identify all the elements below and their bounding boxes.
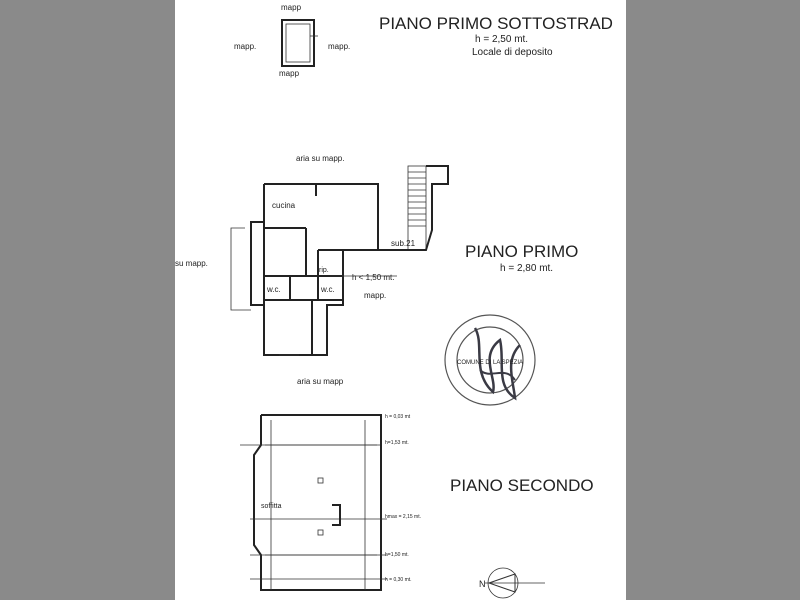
mapp-label: mapp. (364, 291, 387, 300)
floor-plan-drawing (175, 0, 626, 600)
height-note-3: hmax = 2,15 mt. (385, 514, 421, 520)
storage-room-inner (286, 24, 310, 62)
storage-room-walls (282, 20, 314, 66)
wc-right-label: w.c. (321, 285, 335, 294)
sub-basement-label-bottom: mapp (279, 69, 300, 78)
north-arrow-icon (485, 568, 545, 598)
pillar (318, 530, 323, 535)
first-floor-plan (231, 166, 448, 355)
first-floor-height: h = 2,80 mt. (500, 263, 554, 274)
second-floor-title: PIANO SECONDO (450, 476, 594, 495)
wc-left-label: w.c. (267, 285, 281, 294)
stamp-text: COMUNE DI LA SPEZIA (457, 360, 524, 366)
sub-basement-use: Locale di deposito (472, 47, 553, 58)
height-note-5: h = 0,30 mt. (385, 577, 412, 583)
sub-basement-label-left: mapp. (234, 42, 257, 51)
north-label: N (479, 579, 486, 589)
first-floor-title: PIANO PRIMO (465, 242, 579, 261)
storage-label: rip. (319, 267, 329, 274)
height-note-2: h=1,53 mt. (385, 440, 409, 446)
staircase (378, 166, 448, 250)
storage-height-label: h < 1,50 mt. (352, 273, 395, 282)
air-label-left: su mapp. (175, 259, 208, 268)
air-label-bottom: aria su mapp (297, 377, 344, 386)
height-note-4: h=1,50 mt. (385, 552, 409, 558)
sub-basement-height: h = 2,50 mt. (475, 34, 529, 45)
pillar (318, 478, 323, 483)
sub-label: sub.21 (391, 239, 416, 248)
balcony-outline (231, 228, 251, 310)
attic-label: soffitta (261, 503, 282, 510)
sub-basement-plan (282, 20, 318, 66)
height-note-1: h = 0,03 mt (385, 414, 411, 420)
kitchen-label: cucina (272, 201, 296, 210)
sub-basement-title: PIANO PRIMO SOTTOSTRAD (379, 14, 613, 33)
air-label-top: aria su mapp. (296, 154, 345, 163)
hatch (332, 505, 340, 525)
left-projection (251, 222, 264, 305)
document-sheet (175, 0, 626, 600)
sub-basement-label-top: mapp (281, 3, 302, 12)
sub-basement-label-right: mapp. (328, 42, 351, 51)
